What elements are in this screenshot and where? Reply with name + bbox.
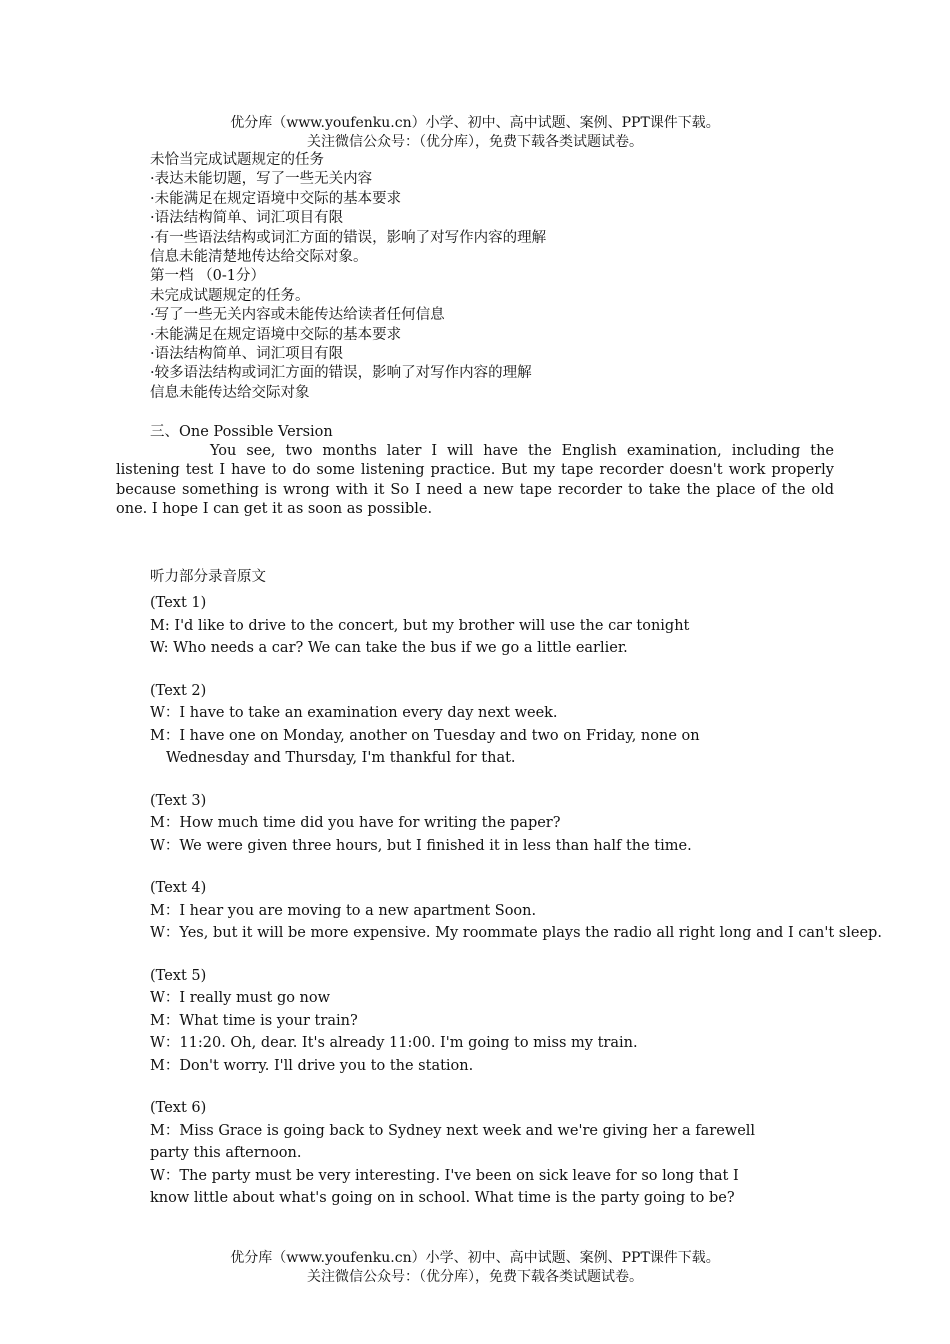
criteria-line: 未恰当完成试题规定的任务: [150, 152, 324, 168]
grading-criteria: [150, 151, 546, 403]
transcript-title: 听力部分录音原文: [150, 569, 266, 585]
transcript-text-6: [150, 1097, 882, 1210]
criteria-line: ·未能满足在规定语境中交际的基本要求: [150, 326, 402, 343]
listening-transcript: [150, 566, 882, 1230]
criteria-line: 第一档 （0-1分）: [150, 268, 265, 285]
footer-line-1: 优分库（www.youfenku.cn）小学、初中、高中试题、案例、PPT课件下载。: [230, 1250, 720, 1266]
dialogue-line: M：I have one on Monday, another on Tuesday and two on Friday, none on: [150, 727, 700, 744]
criteria-line: 信息未能传达给交际对象: [150, 384, 310, 401]
text-heading: (Text 5): [150, 967, 207, 984]
criteria-line: ·写了一些无关内容或未能传达给读者任何信息: [150, 307, 445, 324]
dialogue-line: party this afternoon.: [150, 1145, 302, 1161]
criteria-line: 信息未能清楚地传达给交际对象。: [150, 249, 368, 266]
dialogue-line: W：I really must go now: [150, 990, 331, 1006]
criteria-line: ·语法结构简单、词汇项目有限: [150, 346, 344, 363]
text-heading: (Text 6): [150, 1100, 207, 1116]
criteria-line: ·有一些语法结构或词汇方面的错误，影响了对写作内容的理解: [150, 229, 547, 246]
text-heading: (Text 2): [150, 682, 207, 699]
dialogue-line: M：How much time did you have for writing the paper?: [150, 815, 561, 831]
criteria-line: ·语法结构简单、词汇项目有限: [150, 210, 344, 227]
dialogue-line: M：Miss Grace is going back to Sydney next week and we're giving her a farewell: [150, 1122, 756, 1139]
dialogue-line: W: Who needs a car? We can take the bus if we go a little earlier.: [150, 640, 628, 656]
dialogue-line: W：We were given three hours, but I finished it in less than half the time.: [150, 837, 692, 854]
dialogue-line: W：I have to take an examination every day next week.: [150, 705, 558, 721]
transcript-text-1: [150, 592, 882, 660]
criteria-line: ·表达未能切题，写了一些无关内容: [150, 171, 373, 188]
page-footer: [0, 1249, 950, 1287]
dialogue-line: W：The party must be very interesting. I've been on sick leave for so long that I: [150, 1167, 739, 1184]
transcript-text-5: [150, 965, 882, 1078]
header-line-2: 关注微信公众号：（优分库），免费下载各类试题试卷。: [307, 134, 643, 150]
dialogue-line: Wednesday and Thursday, I'm thankful for that.: [166, 750, 516, 766]
dialogue-line: W：11:20. Oh, dear. It's already 11:00. I'm going to miss my train.: [150, 1035, 638, 1051]
page-header: [0, 114, 950, 152]
version-paragraph: You see, two months later I will have the English examination, including the listening test I have to do some listening practice. But my tape recorder doesn't work properly because something is wrong with it So I need a new tape recorder to take the place of the old one. I hope I can get it as soon as possible.: [116, 443, 834, 518]
dialogue-line: M：Don't worry. I'll drive you to the station.: [150, 1057, 474, 1074]
version-title: 三、One Possible Version: [150, 424, 333, 440]
criteria-line: ·未能满足在规定语境中交际的基本要求: [150, 190, 402, 207]
transcript-text-4: [150, 877, 882, 945]
dialogue-line: M: I'd like to drive to the concert, but my brother will use the car tonight: [150, 617, 690, 634]
transcript-text-3: [150, 790, 882, 858]
dialogue-line: know little about what's going on in school. What time is the party going to be?: [150, 1190, 735, 1206]
dialogue-line: M：What time is your train?: [150, 1012, 358, 1029]
transcript-text-2: [150, 680, 882, 770]
text-heading: (Text 4): [150, 880, 207, 896]
dialogue-line: W：Yes, but it will be more expensive. My roommate plays the radio all right long and I can't sleep.: [150, 925, 882, 941]
criteria-line: 未完成试题规定的任务。: [150, 287, 310, 304]
footer-line-2: 关注微信公众号：（优分库），免费下载各类试题试卷。: [307, 1269, 643, 1285]
dialogue-line: M：I hear you are moving to a new apartment Soon.: [150, 902, 537, 919]
text-heading: (Text 3): [150, 792, 207, 809]
criteria-line: ·较多语法结构或词汇方面的错误，影响了对写作内容的理解: [150, 365, 532, 382]
text-heading: (Text 1): [150, 595, 207, 611]
header-line-1: 优分库（www.youfenku.cn）小学、初中、高中试题、案例、PPT课件下载。: [230, 115, 720, 131]
